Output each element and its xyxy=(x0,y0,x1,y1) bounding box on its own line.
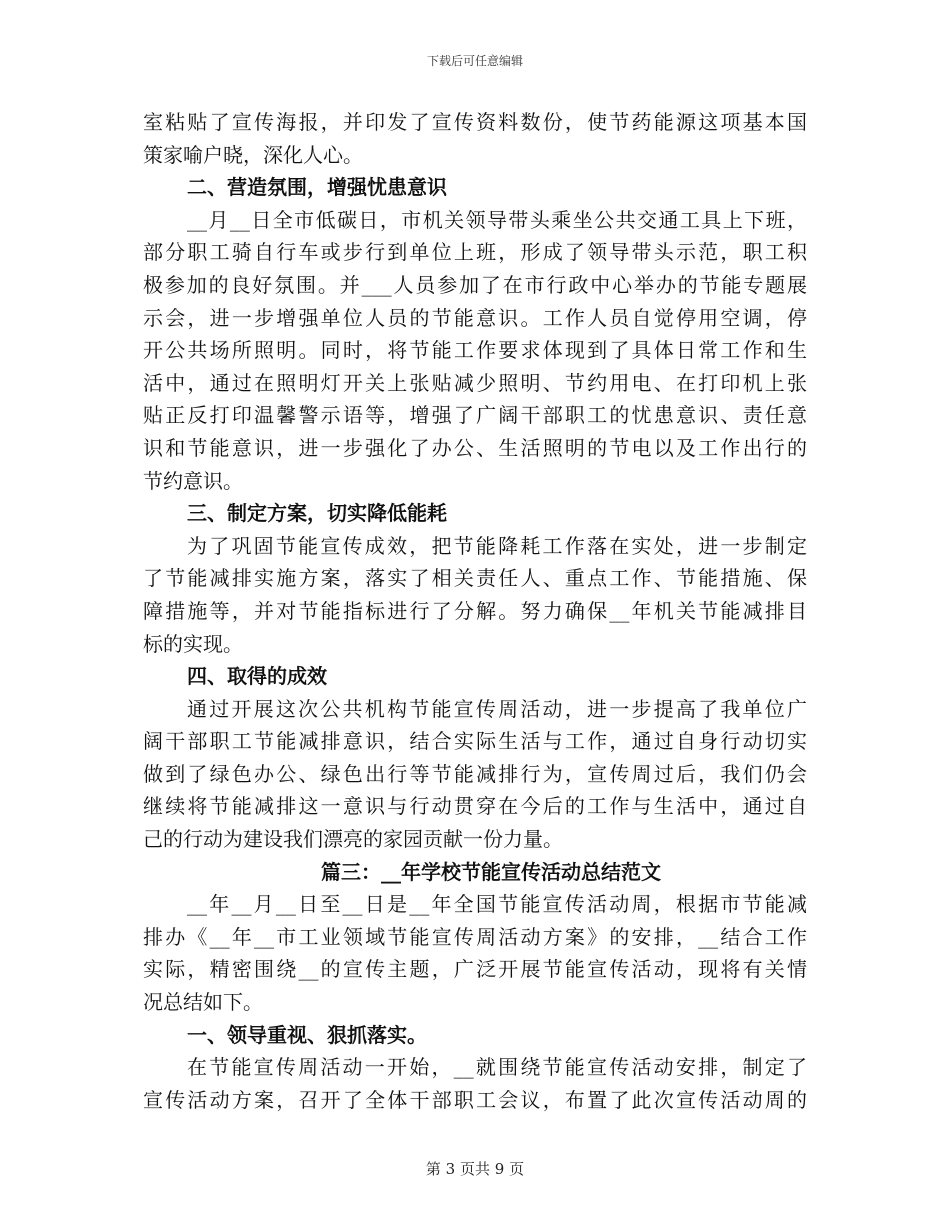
paragraph-line: 障措施等，并对节能指标进行了分解。努力确保__年机关节能减排目 xyxy=(143,598,807,623)
paragraph-line: 识和节能意识，进一步强化了办公、生活照明的节电以及工作出行的 xyxy=(143,435,807,460)
section-heading: 四、取得的成效 xyxy=(187,664,327,689)
paragraph-line: 活中，通过在照明灯开关上张贴减少照明、节约用电、在打印机上张 xyxy=(143,370,807,395)
section-heading: 一、领导重视、狠抓落实。 xyxy=(187,1022,427,1047)
paragraph-line: 策家喻户晓，深化人心。 xyxy=(143,142,363,167)
paragraph-line: 做到了绿色办公、绿色出行等节能减排行为，宣传周过后，我们仍会 xyxy=(143,761,807,786)
paragraph-line: 开公共场所照明。同时，将节能工作要求体现到了具体日常工作和生 xyxy=(143,338,807,363)
paragraph-line: 节约意识。 xyxy=(143,468,243,493)
paragraph-line: 阔干部职工节能减排意识，结合实际生活与工作，通过自身行动切实 xyxy=(143,729,807,754)
paragraph-line: 极参加的良好氛围。并___人员参加了在市行政中心举办的节能专题展 xyxy=(143,272,807,297)
paragraph-line: 继续将节能减排这一意识与行动贯穿在今后的工作与生活中，通过自 xyxy=(143,794,807,819)
section-heading: 三、制定方案，切实降低能耗 xyxy=(187,501,447,526)
paragraph-line: 为了巩固节能宣传成效，把节能降耗工作落在实处，进一步制定 xyxy=(187,533,807,558)
paragraph-line: 示会，进一步增强单位人员的节能意识。工作人员自觉停用空调，停 xyxy=(143,305,807,330)
paragraph-line: 部分职工骑自行车或步行到单位上班，形成了领导带头示范，职工积 xyxy=(143,240,807,265)
paragraph-line: __月__日全市低碳日，市机关领导带头乘坐公共交通工具上下班， xyxy=(187,207,807,232)
paragraph-line: 宣传活动方案，召开了全体干部职工会议，布置了此次宣传活动周的 xyxy=(143,1087,807,1112)
paragraph-line: 实际，精密围绕__的宣传主题，广泛开展节能宣传活动，现将有关情 xyxy=(143,957,807,982)
paragraph-line: 标的实现。 xyxy=(143,631,243,656)
paragraph-line: 排办《__年__市工业领域节能宣传周活动方案》的安排，__结合工作 xyxy=(143,924,807,949)
paragraph-line: 况总结如下。 xyxy=(143,990,263,1015)
paragraph-line: 贴正反打印温馨警示语等，增强了广阔干部职工的忧患意识、责任意 xyxy=(143,403,807,428)
paragraph-line: 己的行动为建设我们漂亮的家园贡献一份力量。 xyxy=(143,827,563,852)
paragraph-line: 在节能宣传周活动一开始，__就围绕节能宣传活动安排，制定了 xyxy=(187,1055,807,1080)
document-body xyxy=(143,106,807,1116)
paragraph-line: 了节能减排实施方案，落实了相关责任人、重点工作、节能措施、保 xyxy=(143,566,807,591)
article-title: 篇三：__年学校节能宣传活动总结范文 xyxy=(321,859,661,884)
page-header: 下载后可任意编辑 xyxy=(426,54,523,68)
paragraph-line: __年__月__日至__日是__年全国节能宣传活动周，根据市节能减 xyxy=(187,892,807,917)
section-heading: 二、营造氛围，增强忧患意识 xyxy=(187,175,447,200)
paragraph-line: 室粘贴了宣传海报，并印发了宣传资料数份，使节药能源这项基本国 xyxy=(143,110,807,134)
page-footer: 第 3 页共 9 页 xyxy=(425,1160,525,1178)
paragraph-line: 通过开展这次公共机构节能宣传周活动，进一步提高了我单位广 xyxy=(187,696,807,721)
